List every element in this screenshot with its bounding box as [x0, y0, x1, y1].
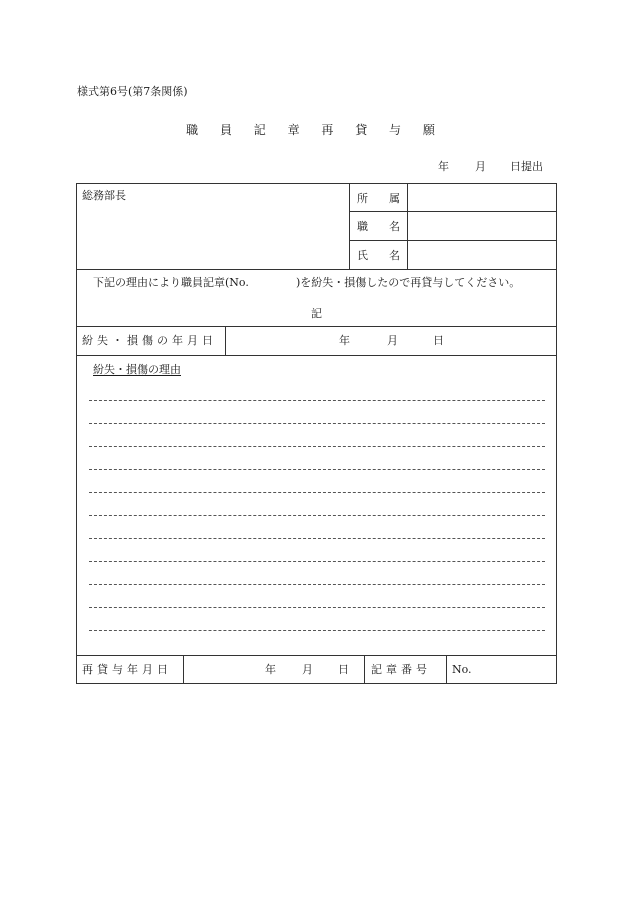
- reason-line[interactable]: [89, 400, 545, 401]
- reason-line[interactable]: [89, 446, 545, 447]
- addressee: 総務部長: [82, 189, 126, 202]
- reissue-year-label: 年: [265, 663, 276, 676]
- reason-line[interactable]: [89, 515, 545, 516]
- loss-date-label: 紛失・損傷の年月日: [82, 334, 217, 347]
- request-text-after: )を紛失・損傷したので再貸与してください。: [296, 276, 521, 289]
- loss-day-label: 日: [433, 334, 444, 347]
- reason-heading: 紛失・損傷の理由: [93, 363, 181, 376]
- name-label-a: 氏: [357, 249, 368, 262]
- form-number: 様式第6号(第7条関係): [77, 85, 188, 98]
- reason-line[interactable]: [89, 492, 545, 493]
- loss-month-label: 月: [387, 334, 398, 347]
- request-text-before: 下記の理由により職員記章(No.: [93, 276, 249, 289]
- position-label-b: 名: [389, 220, 400, 233]
- ki-label: 記: [311, 307, 322, 320]
- reason-line[interactable]: [89, 469, 545, 470]
- reissue-day-label: 日: [338, 663, 349, 676]
- affiliation-label-a: 所: [357, 192, 368, 205]
- form-title: 職 員 記 章 再 貸 与 願: [186, 123, 444, 137]
- reissue-month-label: 月: [302, 663, 313, 676]
- reason-line[interactable]: [89, 561, 545, 562]
- name-label-b: 名: [389, 249, 400, 262]
- reason-line[interactable]: [89, 423, 545, 424]
- submission-month-label: 月: [475, 160, 486, 173]
- reason-line[interactable]: [89, 538, 545, 539]
- reason-line[interactable]: [89, 607, 545, 608]
- affiliation-label-b: 属: [389, 192, 400, 205]
- position-label-a: 職: [357, 220, 368, 233]
- badge-number-label: 記章番号: [371, 663, 431, 676]
- reason-line[interactable]: [89, 584, 545, 585]
- submission-year-label: 年: [438, 160, 449, 173]
- form-table: [76, 183, 557, 684]
- badge-number-field[interactable]: No.: [452, 663, 472, 676]
- reissue-date-label: 再貸与年月日: [82, 663, 172, 676]
- loss-year-label: 年: [339, 334, 350, 347]
- reason-line[interactable]: [89, 630, 545, 631]
- submission-day-label: 日提出: [510, 160, 543, 173]
